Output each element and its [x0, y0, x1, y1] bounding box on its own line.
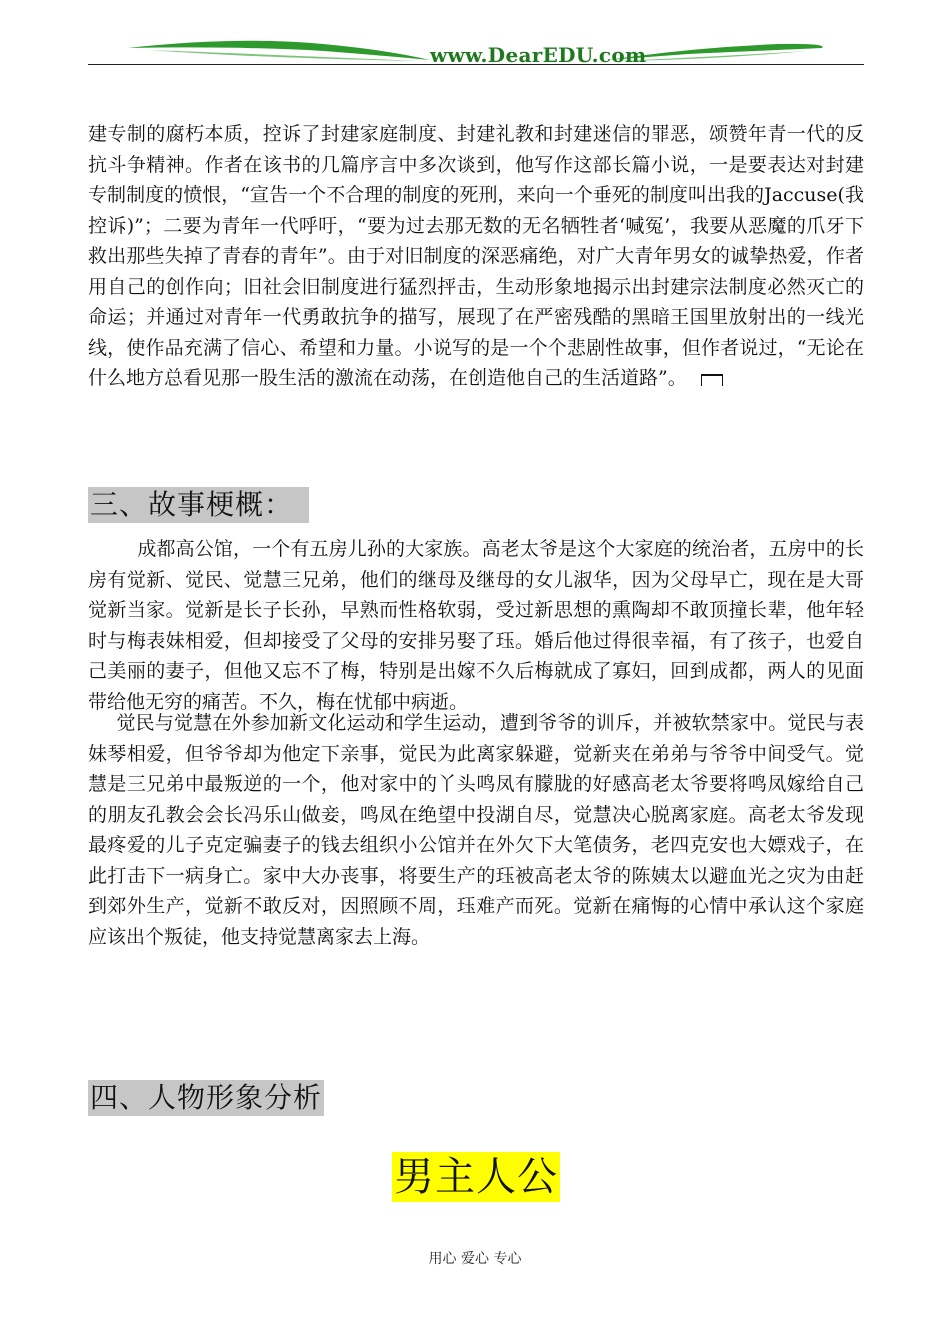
highlight-title: 男主人公 [394, 1154, 558, 1200]
header-rule [88, 64, 864, 65]
left-swoosh [128, 41, 430, 60]
intro-paragraph [88, 119, 864, 394]
summary-paragraph-1: 成都高公馆，一个有五房儿孙的大家族。高老太爷是这个大家庭的统治者，五房中的长房有觉新、觉民、觉慧三兄弟，他们的继母及继母的女儿淑华，因为父母早亡，现在是大哥觉新当家。觉新是长子长孙，早熟而性格软弱，受过新思想的熏陶却不敢顶撞长辈，他年轻时与梅表妹相爱，但却接受了父母的安排另娶了珏。婚后他过得很幸福，有了孩子，也爱自己美丽的妻子，但他又忘不了梅，特别是出嫁不久后梅就成了寡妇，回到成都，两人的见面带给他无穷的痛苦。不久，梅在忧郁中病逝。 [88, 538, 864, 713]
site-logo-text: www.DearEDU.com [430, 43, 647, 67]
section-heading-4: 四、人物形象分析 [90, 1081, 323, 1114]
section-heading-3: 三、故事梗概： [88, 487, 309, 523]
page-footer: 用心 爱心 专心 [428, 1251, 522, 1267]
bracket-mark-icon [701, 374, 723, 386]
intro-text: 建专制的腐朽本质，控诉了封建家庭制度、封建礼教和封建迷信的罪恶，颂赞年青一代的反抗斗争精神。作者在该书的几篇序言中多次谈到，他写作这部长篇小说，一是要表达对封建专制制度的愤恨，“宣告一个不合理的制度的死刑，来向一个垂死的制度叫出我的Jaccuse(我控诉)”；二要为青年一代呼吁，“要为过去那无数的无名牺牲者‘喊冤’，我要从恶魔的爪牙下救出那些失掉了青春的青年”。由于对旧制度的深恶痛绝，对广大青年男女的诚挚热爱，作者用自己的创作向；旧社会旧制度进行猛烈抨击，生动形象地揭示出封建宗法制度必然灭亡的命运；并通过对青年一代勇敢抗争的描写，展现了在严密残酷的黑暗王国里放射出的一线光线，使作品充满了信心、希望和力量。小说写的是一个个悲剧性故事，但作者说过，“无论在什么地方总看见那一股生活的激流在动荡，在创造他自己的生活道路”。 [88, 123, 864, 389]
summary-paragraph-2: 觉民与觉慧在外参加新文化运动和学生运动，遭到爷爷的训斥，并被软禁家中。觉民与表妹琴相爱，但爷爷却为他定下亲事，觉民为此离家躲避，觉新夹在弟弟与爷爷中间受气。觉慧是三兄弟中最叛逆的一个，他对家中的丫头鸣凤有朦胧的好感高老太爷要将鸣凤嫁给自己的朋友孔教会会长冯乐山做妾，鸣凤在绝望中投湖自尽，觉慧决心脱离家庭。高老太爷发现最疼爱的儿子克定骗妻子的钱去组织小公馆并在外欠下大笔债务，老四克安也大嫖戏子，在此打击下一病身亡。家中大办丧事，将要生产的珏被高老太爷的陈姨太以避血光之灾为由赶到郊外生产，觉新不敢反对，因照顾不周，珏难产而死。觉新在痛悔的心情中承认这个家庭应该出个叛徒，他支持觉慧离家去上海。 [88, 712, 864, 948]
